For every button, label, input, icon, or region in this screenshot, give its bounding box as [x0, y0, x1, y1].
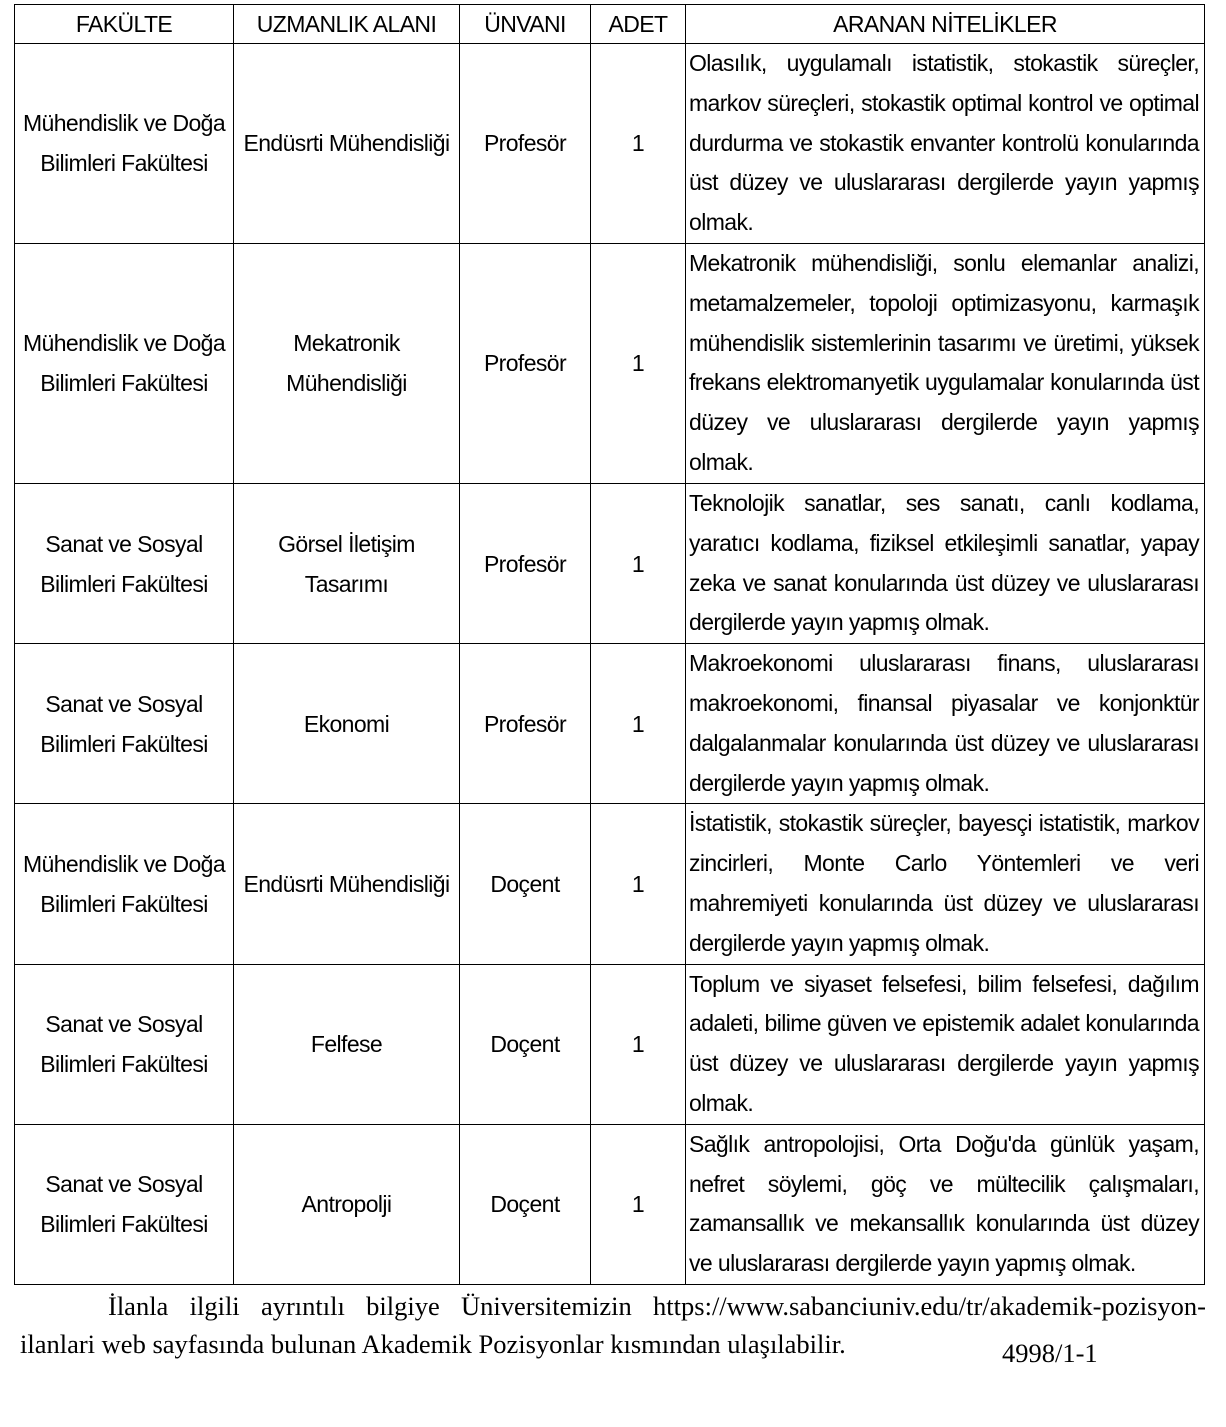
faculty-cell: Sanat ve Sosyal Bilimleri Fakültesi: [15, 644, 234, 804]
requirements-cell: Makroekonomi uluslararası finans, uluslararası makroekonomi, finansal piyasalar ve konjonktür dalgalanmalar konularında üst düzey ve uluslararası dergilerde yayın yapmış olmak.: [686, 644, 1205, 804]
header-title: ÜNVANI: [460, 5, 591, 44]
title-cell: Doçent: [460, 964, 591, 1124]
header-count: ADET: [591, 5, 686, 44]
positions-table: [14, 4, 1205, 1285]
footer-note: İlanla ilgili ayrıntılı bilgiye Üniversitemizin https://www.sabanciuniv.edu/tr/akademik-pozisyon-ilanlari web sayfasında bulunan Akademik Pozisyonlar kısmından ulaşılabilir.: [20, 1291, 1206, 1359]
faculty-cell: Mühendislik ve Doğa Bilimleri Fakültesi: [15, 243, 234, 483]
title-cell: Profesör: [460, 44, 591, 244]
table-row: [15, 644, 1205, 804]
requirements-cell: Olasılık, uygulamalı istatistik, stokastik süreçler, markov süreçleri, stokastik optimal kontrol ve optimal durdurma ve stokastik envanter kontrolü konularında üst düzey ve uluslararası dergilerde yayın yapmış olmak.: [686, 44, 1205, 244]
count-cell: 1: [591, 644, 686, 804]
count-cell: 1: [591, 1124, 686, 1284]
header-faculty: FAKÜLTE: [15, 5, 234, 44]
field-cell: Mekatronik Mühendisliği: [234, 243, 460, 483]
title-cell: Doçent: [460, 1124, 591, 1284]
table-header-row: [15, 5, 1205, 44]
field-cell: Endüsrti Mühendisliği: [234, 804, 460, 964]
field-cell: Ekonomi: [234, 644, 460, 804]
table-row: [15, 1124, 1205, 1284]
count-cell: 1: [591, 964, 686, 1124]
faculty-cell: Sanat ve Sosyal Bilimleri Fakültesi: [15, 483, 234, 643]
announcement-code: 4998/1-1: [1002, 1338, 1098, 1368]
title-cell: Doçent: [460, 804, 591, 964]
table-row: [15, 44, 1205, 244]
table-row: [15, 804, 1205, 964]
title-cell: Profesör: [460, 644, 591, 804]
requirements-cell: Teknolojik sanatlar, ses sanatı, canlı kodlama, yaratıcı kodlama, fiziksel etkileşimli sanatlar, yapay zeka ve sanat konularında üst düzey ve uluslararası dergilerde yayın yapmış olmak.: [686, 483, 1205, 643]
header-field: UZMANLIK ALANI: [234, 5, 460, 44]
title-cell: Profesör: [460, 483, 591, 643]
header-requirements: ARANAN NİTELİKLER: [686, 5, 1205, 44]
title-cell: Profesör: [460, 243, 591, 483]
field-cell: Görsel İletişim Tasarımı: [234, 483, 460, 643]
field-cell: Antropolji: [234, 1124, 460, 1284]
requirements-cell: Sağlık antropolojisi, Orta Doğu'da günlük yaşam, nefret söylemi, göç ve mültecilik çalışmaları, zamansallık ve mekansallık konularında üst düzey ve uluslararası dergilerde yayın yapmış olmak.: [686, 1124, 1205, 1284]
field-cell: Felfese: [234, 964, 460, 1124]
count-cell: 1: [591, 483, 686, 643]
table-row: [15, 964, 1205, 1124]
faculty-cell: Mühendislik ve Doğa Bilimleri Fakültesi: [15, 804, 234, 964]
requirements-cell: İstatistik, stokastik süreçler, bayesçi istatistik, markov zincirleri, Monte Carlo Yöntemleri ve veri mahremiyeti konularında üst düzey ve uluslararası dergilerde yayın yapmış olmak.: [686, 804, 1205, 964]
count-cell: 1: [591, 243, 686, 483]
requirements-cell: Mekatronik mühendisliği, sonlu elemanlar analizi, metamalzemeler, topoloji optimizasyonu, karmaşık mühendislik sistemlerinin tasarımı ve üretimi, yüksek frekans elektromanyetik uygulamalar konularında üst düzey ve uluslararası dergilerde yayın yapmış olmak.: [686, 243, 1205, 483]
requirements-cell: Toplum ve siyaset felsefesi, bilim felsefesi, dağılım adaleti, bilime güven ve epistemik adalet konularında üst düzey ve uluslararası dergilerde yayın yapmış olmak.: [686, 964, 1205, 1124]
faculty-cell: Sanat ve Sosyal Bilimleri Fakültesi: [15, 964, 234, 1124]
count-cell: 1: [591, 44, 686, 244]
faculty-cell: Sanat ve Sosyal Bilimleri Fakültesi: [15, 1124, 234, 1284]
table-row: [15, 243, 1205, 483]
field-cell: Endüsrti Mühendisliği: [234, 44, 460, 244]
count-cell: 1: [591, 804, 686, 964]
faculty-cell: Mühendislik ve Doğa Bilimleri Fakültesi: [15, 44, 234, 244]
table-row: [15, 483, 1205, 643]
